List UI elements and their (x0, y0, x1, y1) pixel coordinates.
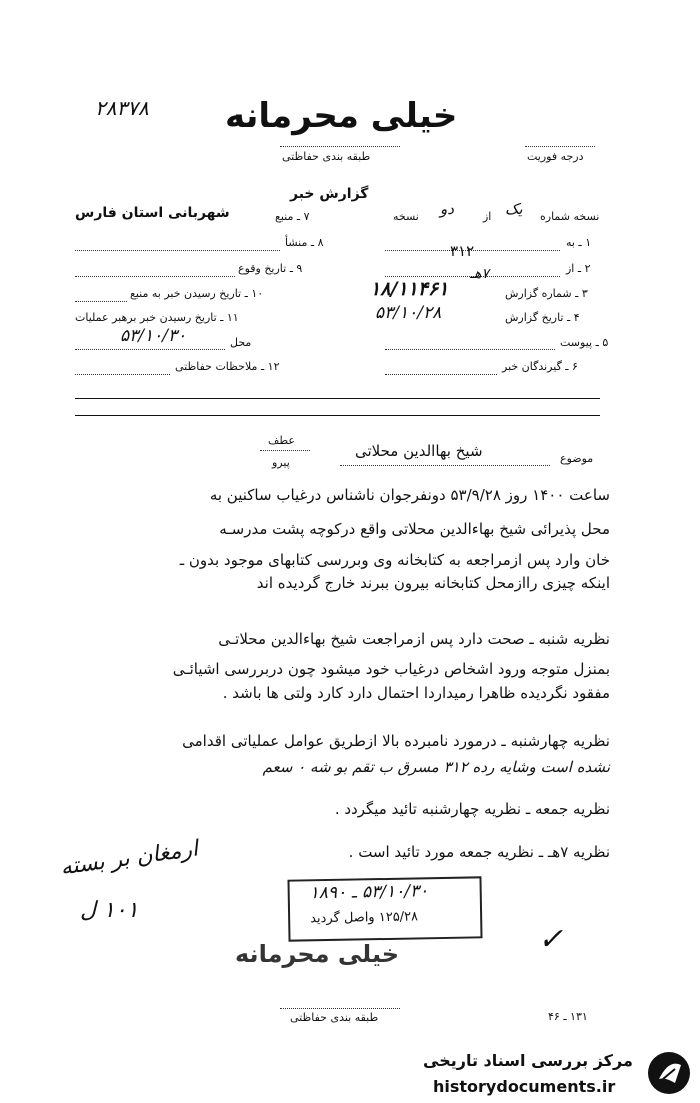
opinion-line: نظریه جمعه ـ نظریه چهارشنبه تائید میگردد . (334, 800, 610, 818)
ref-bottom: پیرو (272, 456, 290, 469)
opinion-line: نظریه شنبه ـ صحت دارد پس ازمراجعت شیخ بهاءالدین محلاتـی (218, 630, 610, 648)
copy-suffix: نسخه (393, 210, 419, 223)
divider-top (75, 398, 600, 399)
field-attachment-line (385, 349, 555, 350)
opinion-line: نظریه ۷هـ ـ نظریه جمعه مورد تائید است . (348, 843, 610, 861)
body-line: محل پذیرائی شیخ بهاءالدین محلاتی واقع درکوچه پشت مدرسـه (219, 520, 610, 538)
field-place-value: ۵۳/۱۰/۳۰ (120, 326, 187, 346)
subject-label: موضوع (560, 452, 594, 465)
field-source-value: شهربانی استان فارس (75, 205, 230, 221)
opinion-line: نشده است وشایه رده ۳۱۲ مسرق ب تقم بو شه ۰ سعم (262, 758, 610, 776)
field-source-label: ۷ ـ منبع (275, 210, 310, 223)
body-line: ساعت ۱۴۰۰ روز ۵۳/۹/۲۸ دونفرجوان ناشناس درغیاب ساکنین به (209, 486, 610, 504)
opinion-line: بمنزل متوجه ورود اشخاص درغیاب خود میشود چون دربررسی اشیائـی (172, 660, 610, 678)
classification-label-top: طبقه بندی حفاظتی (282, 150, 371, 163)
ref-top: عطف (268, 434, 295, 447)
field-report-number-value: ۱۸/۱۱۴۶۱ (370, 278, 449, 300)
watermark-url: historydocuments.ir (433, 1077, 616, 1096)
check-mark: ✓ (538, 922, 564, 957)
field-occurrence-date-label: ۹ ـ تاریخ وقوع (238, 262, 303, 275)
field-occurrence-line (75, 276, 235, 277)
field-security-notes-label: ۱۲ ـ ملاحظات حفاظتی (175, 360, 280, 373)
urgency-label: درجه فوریت (527, 150, 584, 163)
classification-underline (280, 146, 400, 147)
field-report-date-label: ۴ ـ تاریخ گزارش (505, 311, 580, 324)
field-to-label: ۱ ـ به (566, 236, 592, 249)
field-source-receipt-label: ۱۰ ـ تاریخ رسیدن خبر به منبع (130, 287, 264, 300)
copy-of-value: دو (440, 200, 454, 218)
body-line: اینکه چیزی راازمحل کتابخانه بیرون ببرند خارج گردیده اند (256, 574, 610, 592)
opinion-line: نظریه چهارشنبه ـ درمورد نامبرده بالا ازطریق عوامل عملیاتی اقدامی (182, 732, 610, 750)
field-origin-line (75, 250, 280, 251)
footer-underline (280, 1008, 400, 1009)
stamp-line-1: ۵۳/۱۰/۳۰ ـ ۱۸۹۰ (309, 881, 429, 904)
archive-logo-icon (645, 1049, 693, 1097)
footer-code: ۱۳۱ ـ ۴۶ (548, 1010, 588, 1023)
handwritten-note-2: ۱۰۱ ل (80, 898, 139, 923)
field-recipients-label: ۶ ـ گیرندگان خبر (502, 360, 578, 373)
field-origin-label: ۸ ـ منشأ (285, 236, 324, 249)
field-from-value: ۳۱۲ (450, 242, 475, 260)
field-report-date-value: ۵۳/۱۰/۲۸ (375, 303, 442, 323)
field-report-number-note: ۷هـ (470, 266, 490, 282)
field-from-label: ۲ ـ از (566, 262, 591, 275)
divider-bottom (75, 415, 600, 416)
watermark (415, 1045, 700, 1103)
field-place-label: محل (230, 336, 252, 349)
subject-line (340, 465, 550, 466)
field-place-line (75, 349, 225, 350)
opinion-line: مفقود نگردیده ظاهرا رمیداردا احتمال دارد کارد ولتی ها باشد . (222, 684, 610, 702)
classification-title: خیلی محرمانه (225, 96, 458, 136)
body-line: خان وارد پس ازمراجعه به کتابخانه وی وبررسی کتابهای موجود بدون ـ (179, 551, 610, 569)
watermark-name: مرکز بررسی اسناد تاریخی (423, 1051, 633, 1070)
classification-label-bottom: طبقه بندی حفاظتی (290, 1011, 379, 1024)
field-leader-receipt-label: ۱۱ ـ تاریخ رسیدن خبر برهبر عملیات (75, 311, 239, 324)
field-security-notes-line (75, 374, 170, 375)
subject-value: شیخ بهاالدین محلاتی (355, 442, 483, 460)
stamp-line-2: ۱۲۵/۲۸ واصل گردید (310, 909, 419, 927)
field-recipients-line (385, 374, 497, 375)
classification-title-bottom: خیلی محرمانه (235, 940, 400, 968)
copy-of-label: از (483, 210, 492, 223)
received-stamp (287, 876, 482, 941)
field-attachment-label: ۵ ـ پیوست (560, 336, 609, 349)
copy-number-value: یک (505, 200, 523, 218)
urgency-underline (525, 146, 595, 147)
ref-divider (260, 450, 310, 451)
report-heading: گزارش خبر (290, 186, 369, 202)
field-source-receipt-line (75, 301, 127, 302)
handwritten-note: ارمغان بر بسته (58, 836, 200, 881)
field-report-number-label: ۳ ـ شماره گزارش (505, 287, 588, 300)
copy-number-label: نسخه شماره (540, 210, 600, 223)
doc-number: ۲۸۳۷۸ (95, 96, 149, 120)
